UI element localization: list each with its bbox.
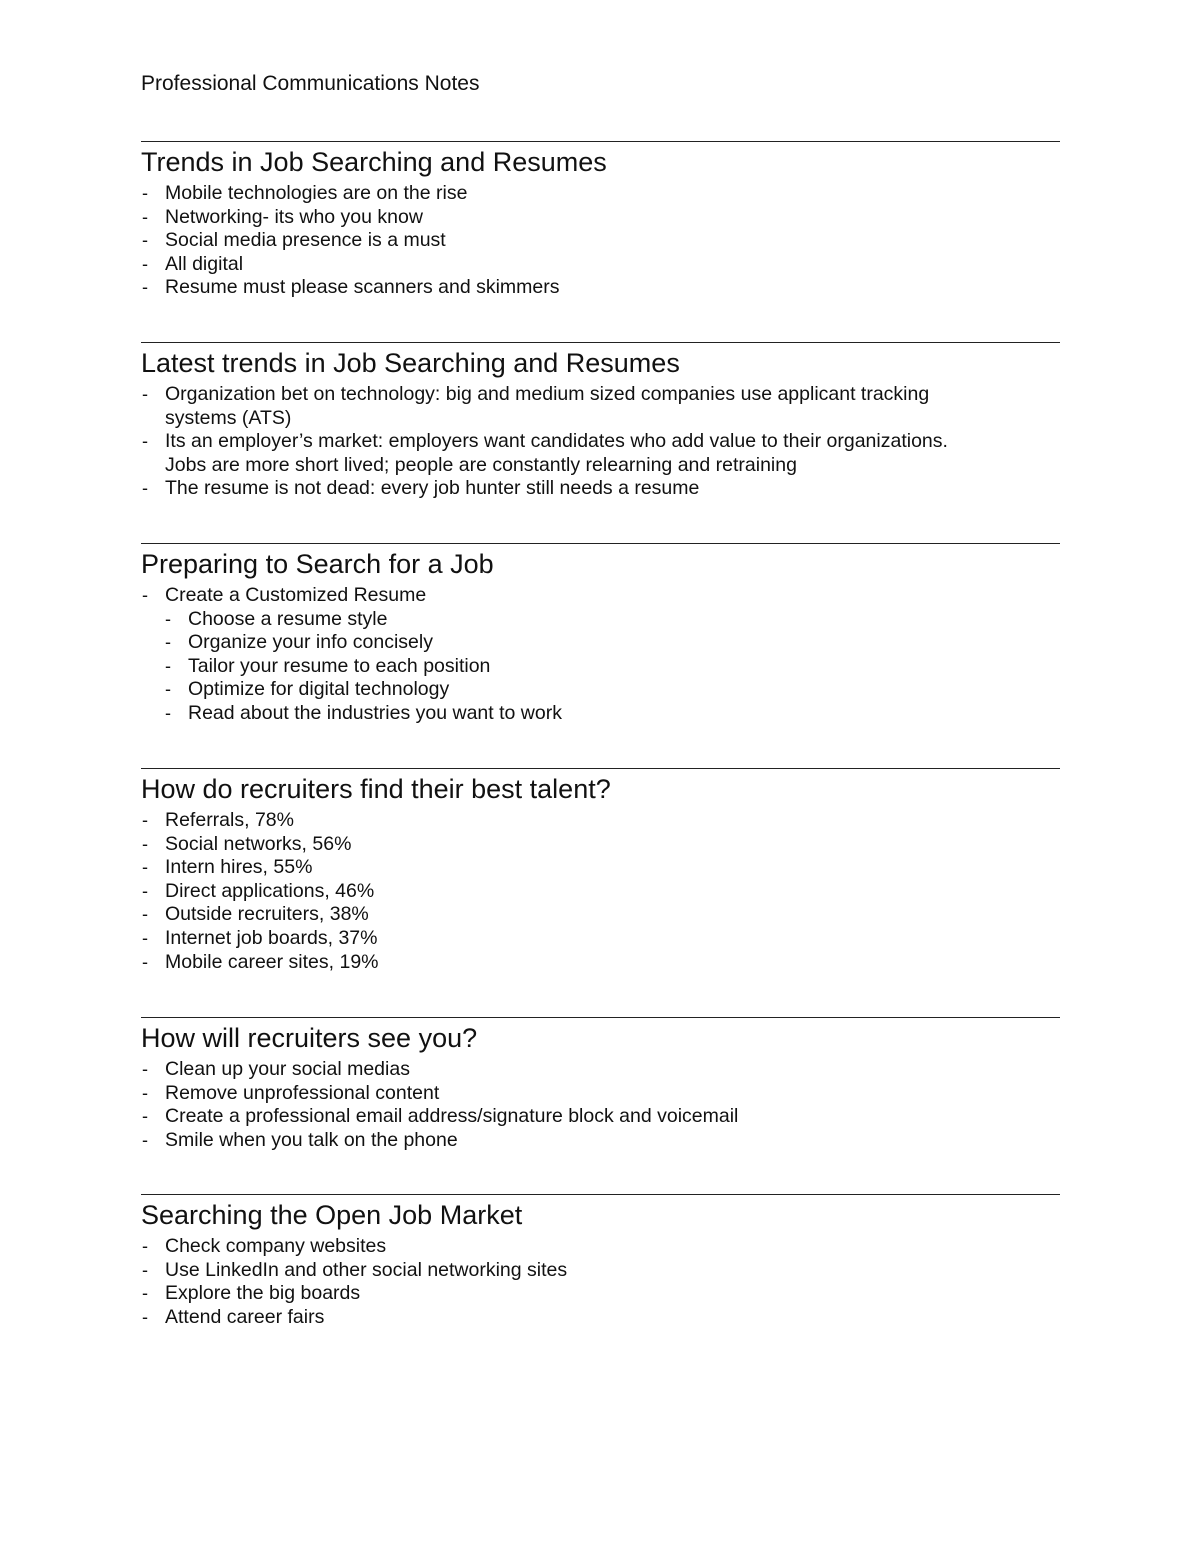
dash-bullet: - bbox=[142, 1283, 148, 1304]
list-item: - Networking- its who you know bbox=[142, 205, 423, 228]
list-item: - Check company websites bbox=[142, 1235, 387, 1257]
sub-list-item: - Tailor your resume to each position bbox=[165, 654, 491, 677]
dash-bullet: - bbox=[142, 833, 148, 854]
document-title: Professional Communications Notes bbox=[141, 72, 480, 95]
list-item: - Outside recruiters, 38% bbox=[142, 903, 369, 926]
section-open-job-market bbox=[141, 1194, 1060, 1329]
dash-bullet: - bbox=[142, 904, 148, 925]
dash-bullet: - bbox=[142, 585, 148, 605]
section-latest-trends bbox=[141, 342, 1060, 501]
dash-bullet: - bbox=[165, 679, 171, 700]
sub-list-item: - Organize your info concisely bbox=[165, 631, 433, 654]
section-preparing bbox=[141, 543, 1060, 726]
dash-bullet: - bbox=[142, 1259, 148, 1280]
list-item: - Intern hires, 55% bbox=[142, 856, 313, 879]
sub-list-item: - Read about the industries you want to work bbox=[165, 701, 562, 724]
dash-bullet: - bbox=[142, 1082, 148, 1103]
list-item: - Explore the big boards bbox=[142, 1282, 361, 1305]
section-recruiters-see-you bbox=[141, 1017, 1060, 1152]
bullet-list bbox=[141, 809, 1060, 974]
bullet-list bbox=[141, 1235, 1060, 1329]
section-divider bbox=[141, 1017, 1060, 1018]
dash-bullet: - bbox=[142, 927, 148, 948]
dash-bullet: - bbox=[142, 431, 148, 452]
section-heading: Searching the Open Job Market bbox=[141, 1200, 523, 1230]
list-item: - Resume must please scanners and skimmers bbox=[142, 276, 560, 299]
dash-bullet: - bbox=[142, 277, 148, 298]
list-item: - Use LinkedIn and other social networking sites bbox=[142, 1258, 568, 1281]
list-item: - Its an employer’s market: employers want candidates who add value to their organizations. Jobs are more short lived; people are constantly relearning and retraining bbox=[142, 430, 948, 476]
list-item: - Attend career fairs bbox=[142, 1305, 325, 1328]
dash-bullet: - bbox=[142, 951, 148, 972]
section-heading: How will recruiters see you? bbox=[141, 1023, 478, 1053]
list-item: - All digital bbox=[142, 252, 244, 275]
dash-bullet: - bbox=[142, 1106, 148, 1127]
list-item: - Create a professional email address/signature block and voicemail bbox=[142, 1105, 739, 1128]
section-divider bbox=[141, 1194, 1060, 1195]
list-item: - Create a Customized Resume bbox=[142, 584, 427, 606]
section-trends bbox=[141, 141, 1060, 300]
list-item: - Direct applications, 46% bbox=[142, 879, 375, 902]
dash-bullet: - bbox=[165, 608, 171, 629]
section-divider bbox=[141, 768, 1060, 769]
list-item: - Organization bet on technology: big and medium sized companies use applicant tracking systems (ATS) bbox=[142, 383, 930, 429]
list-item: - Social media presence is a must bbox=[142, 229, 446, 252]
dash-bullet: - bbox=[142, 206, 148, 227]
dash-bullet: - bbox=[142, 384, 148, 404]
section-recruiters-find-talent bbox=[141, 768, 1060, 974]
list-item: - Clean up your social medias bbox=[142, 1058, 410, 1080]
dash-bullet: - bbox=[165, 655, 171, 676]
section-heading: Preparing to Search for a Job bbox=[141, 549, 494, 579]
dash-bullet: - bbox=[142, 880, 148, 901]
list-item: - Social networks, 56% bbox=[142, 832, 352, 855]
section-heading: Latest trends in Job Searching and Resumes bbox=[141, 348, 680, 378]
bullet-list bbox=[141, 584, 1060, 726]
dash-bullet: - bbox=[142, 1129, 148, 1150]
list-item: - Remove unprofessional content bbox=[142, 1081, 440, 1104]
section-heading: How do recruiters find their best talent? bbox=[141, 774, 611, 804]
bullet-list bbox=[141, 383, 1060, 501]
dash-bullet: - bbox=[142, 1236, 148, 1256]
section-heading: Trends in Job Searching and Resumes bbox=[141, 147, 607, 177]
list-item: - The resume is not dead: every job hunter still needs a resume bbox=[142, 477, 700, 500]
list-item: - Mobile career sites, 19% bbox=[142, 950, 379, 973]
dash-bullet: - bbox=[165, 632, 171, 653]
list-item: - Referrals, 78% bbox=[142, 809, 294, 831]
dash-bullet: - bbox=[142, 230, 148, 251]
section-divider bbox=[141, 342, 1060, 343]
sub-list-item: - Optimize for digital technology bbox=[165, 678, 450, 701]
sub-list-item: - Choose a resume style bbox=[165, 607, 388, 630]
dash-bullet: - bbox=[165, 702, 171, 723]
bullet-list bbox=[141, 182, 1060, 300]
section-divider bbox=[141, 141, 1060, 142]
list-item: - Smile when you talk on the phone bbox=[142, 1128, 458, 1151]
dash-bullet: - bbox=[142, 810, 148, 830]
dash-bullet: - bbox=[142, 1306, 148, 1327]
dash-bullet: - bbox=[142, 183, 148, 203]
dash-bullet: - bbox=[142, 857, 148, 878]
list-item: - Internet job boards, 37% bbox=[142, 926, 378, 949]
bullet-list bbox=[141, 1058, 1060, 1152]
section-divider bbox=[141, 543, 1060, 544]
list-item: - Mobile technologies are on the rise bbox=[142, 182, 468, 204]
dash-bullet: - bbox=[142, 253, 148, 274]
dash-bullet: - bbox=[142, 478, 148, 499]
dash-bullet: - bbox=[142, 1059, 148, 1079]
